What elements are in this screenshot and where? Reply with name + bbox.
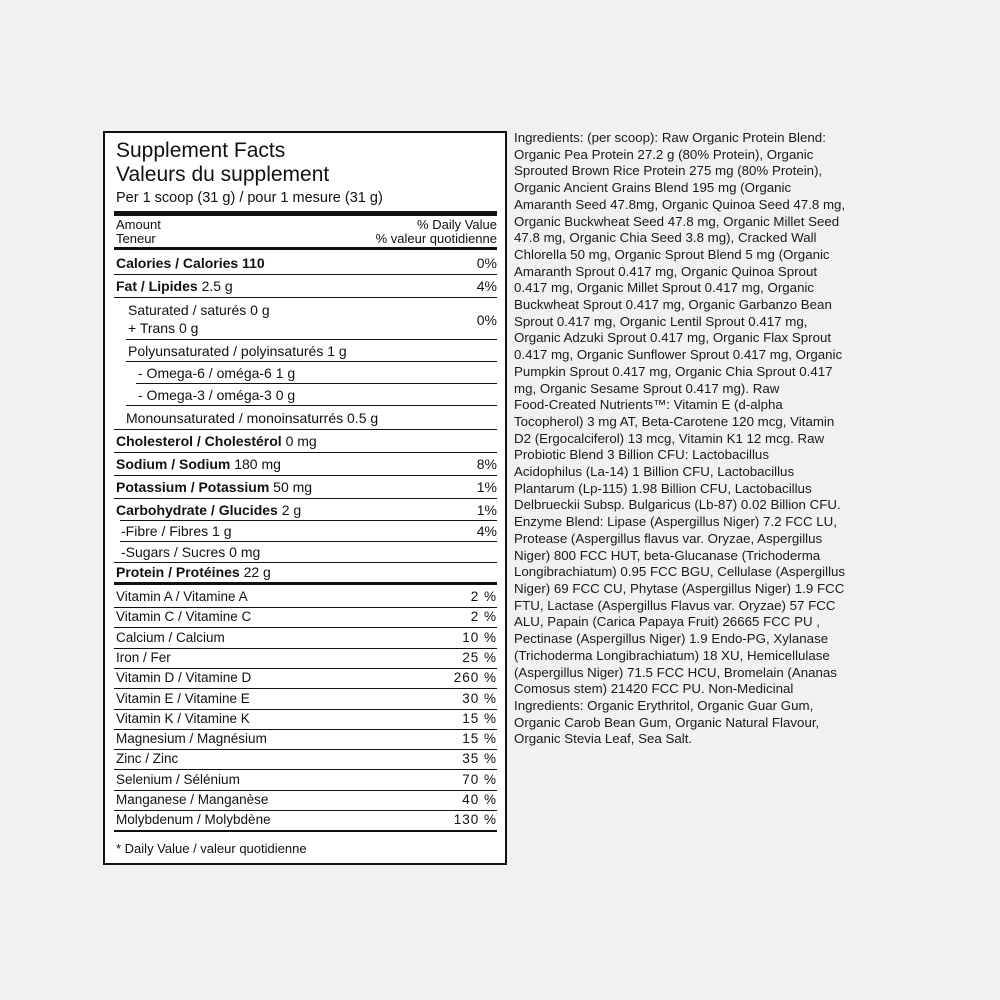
vitamin-dv: 15 %: [462, 710, 497, 726]
divider: [114, 452, 497, 453]
panel-title-fr: Valeurs du supplement: [116, 163, 330, 186]
vitamin-label: Molybdenum / Molybdène: [116, 812, 271, 828]
saturated-dv: 0%: [476, 312, 497, 328]
vitamin-dv: 2 %: [470, 589, 497, 604]
trans-label: + Trans 0 g: [128, 320, 199, 336]
divider: [114, 429, 497, 430]
divider: [114, 475, 497, 476]
potassium-dv: 1%: [476, 479, 497, 495]
sodium-amount: 180 mg: [234, 456, 281, 472]
fibre-dv: 4%: [476, 523, 497, 539]
vitamin-label: Calcium / Calcium: [116, 629, 225, 645]
fat-label: Fat / Lipides: [116, 278, 198, 294]
carbohydrate-label: Carbohydrate / Glucides: [116, 502, 278, 518]
divider: [114, 498, 497, 499]
divider: [114, 297, 497, 298]
vitamin-label: Magnesium / Magnésium: [116, 731, 267, 747]
sodium-dv: 8%: [476, 456, 497, 472]
vitamin-dv: 35 %: [462, 751, 497, 767]
carbohydrate-amount: 2 g: [281, 502, 302, 518]
amount-label-en: Amount: [116, 217, 161, 232]
omega6-label: - Omega-6 / oméga-6 1 g: [138, 365, 296, 381]
vitamin-dv: 130 %: [453, 812, 497, 828]
fibre-label: -Fibre / Fibres 1 g: [121, 523, 232, 539]
vitamin-label: Vitamin D / Vitamine D: [116, 670, 252, 686]
carbohydrate-dv: 1%: [476, 502, 497, 518]
sodium-label: Sodium / Sodium: [116, 456, 231, 472]
vitamin-label: Vitamin C / Vitamine C: [116, 609, 252, 625]
daily-value-header-fr: % valeur quotidienne: [375, 231, 497, 246]
vitamin-dv: 25 %: [462, 649, 497, 665]
thick-rule: [114, 211, 497, 216]
vitamin-dv: 2 %: [470, 609, 497, 625]
vitamin-label: Vitamin K / Vitamine K: [116, 710, 250, 726]
divider: [126, 361, 497, 362]
potassium-label: Potassium / Potassium: [116, 479, 270, 495]
divider: [120, 520, 497, 521]
fat-dv: 4%: [476, 278, 497, 294]
vitamin-label: Iron / Fer: [116, 649, 171, 665]
supplement-facts-panel: [103, 131, 507, 865]
medium-rule: [114, 247, 497, 250]
divider: [126, 339, 497, 340]
vitamin-label: Manganese / Manganèse: [116, 792, 269, 807]
divider: [136, 383, 497, 384]
footnote: * Daily Value / valeur quotidienne: [116, 841, 307, 856]
omega3-label: - Omega-3 / oméga-3 0 g: [138, 387, 296, 403]
divider: [120, 541, 497, 542]
vitamin-label: Vitamin E / Vitamine E: [116, 690, 250, 706]
calories-dv: 0%: [476, 255, 497, 271]
cholesterol-label: Cholesterol / Cholestérol: [116, 433, 282, 449]
sugars-label: -Sugars / Sucres 0 mg: [121, 544, 261, 560]
vitamin-dv: 40 %: [462, 792, 497, 807]
monounsaturated-label: Monounsaturated / monoinsaturrés 0.5 g: [126, 410, 379, 426]
serving-size: Per 1 scoop (31 g) / pour 1 mesure (31 g): [116, 190, 383, 206]
thick-rule: [114, 582, 497, 585]
vitamin-dv: 15 %: [462, 731, 497, 747]
calories-label: Calories / Calories 110: [116, 255, 265, 271]
divider: [114, 274, 497, 275]
panel-title-en: Supplement Facts: [116, 139, 286, 162]
daily-value-header-en: % Daily Value: [417, 217, 497, 232]
vitamin-label: Zinc / Zinc: [116, 751, 179, 767]
fat-amount: 2.5 g: [201, 278, 233, 294]
vitamin-dv: 260 %: [453, 670, 497, 686]
vitamin-dv: 10 %: [462, 629, 497, 645]
divider: [114, 648, 497, 649]
vitamin-dv: 30 %: [462, 690, 497, 706]
cholesterol-amount: 0 mg: [285, 433, 317, 449]
saturated-label: Saturated / saturés 0 g: [128, 302, 270, 318]
divider: [126, 405, 497, 406]
vitamin-dv: 70 %: [462, 771, 497, 787]
protein-label: Protein / Protéines: [116, 564, 240, 580]
vitamin-label: Vitamin A / Vitamine A: [116, 589, 248, 604]
potassium-amount: 50 mg: [273, 479, 313, 495]
ingredients-text: Ingredients: (per scoop): Raw Organic Protein Blend: Organic Pea Protein 27.2 g (80% Protein), Organic Sprouted Brown Rice Protein 275 mg (80% Protein), Organic Ancient Grains Blend 195 mg (Organic Amaranth Seed 47.8mg, Organic Quinoa Seed 47.8 mg, Organic Buckwheat Seed 47.8 mg, Organic Millet Seed 47.8 mg, Organic Chia Seed 3.8 mg), Cracked Wall Chlorella 50 mg, Organic Sprout Blend 5 mg (Organic Amaranth Sprout 0.417 mg, Organic Quinoa Sprout 0.417 mg, Organic Millet Sprout 0.417 mg, Organic Buckwheat Sprout 0.417 mg, Organic Garbanzo Bean Sprout 0.417 mg, Organic Lentil Sprout 0.417 mg, Organic Adzuki Sprout 0.417 mg, Organic Flax Sprout 0.417 mg, Organic Sunflower Sprout 0.417 mg, Organic Pumpkin Sprout 0.417 mg, Organic Chia Sprout 0.417 mg, Organic Sesame Sprout 0.417 mg). Raw Food-Created Nutrients™: Vitamin E (d-alpha Tocopherol) 3 mg AT, Beta-Carotene 120 mcg, Vitamin D2 (Ergocalciferol) 13 mcg, Vitamin K1 12 mcg. Raw Probiotic Blend 3 Billion CFU: Lactobacillus Acidophilus (La-14) 1 Billion CFU, Lactobacillus Plantarum (Lp-115) 1.98 Billion CFU, Lactobacillus Delbrueckii Subsp. Bulgaricus (Lb-87) 0.02 Billion CFU. Enzyme Blend: Lipase (Aspergillus Niger) 7.2 FCC LU, Protease (Aspergillus flavus var. Oryzae, Aspergillus Niger) 800 FCC HUT, beta-Glucanase (Trichoderma Longibrachiatum) 0.95 FCC BGU, Cellulase (Aspergillus Niger) 69 FCC CU, Phytase (Aspergillus Niger) 1.9 FCC FTU, Lactase (Aspergillus Flavus var. Oryzae) 57 FCC ALU, Papain (Carica Papaya Fruit) 26665 FCC PU , Pectinase (Aspergillus Niger) 1.9 Endo-PG, Xylanase (Trichoderma Longibrachiatum) 18 XU, Hemicellulase (Aspergillus Niger) 71.5 FCC HCU, Bromelain (Ananas Comosus stem) 21420 FCC PU. Non-Medicinal Ingredients: Organic Erythritol, Organic Guar Gum, Organic Carob Bean Gum, Organic Natural Flavour, Organic Stevia Leaf, Sea Salt.: [514, 130, 846, 747]
amount-label-fr: Teneur: [116, 231, 156, 246]
thick-rule: [114, 830, 497, 832]
polyunsaturated-label: Polyunsaturated / polyinsaturés 1 g: [128, 343, 347, 359]
protein-amount: 22 g: [243, 564, 271, 580]
vitamin-label: Selenium / Sélénium: [116, 771, 240, 787]
